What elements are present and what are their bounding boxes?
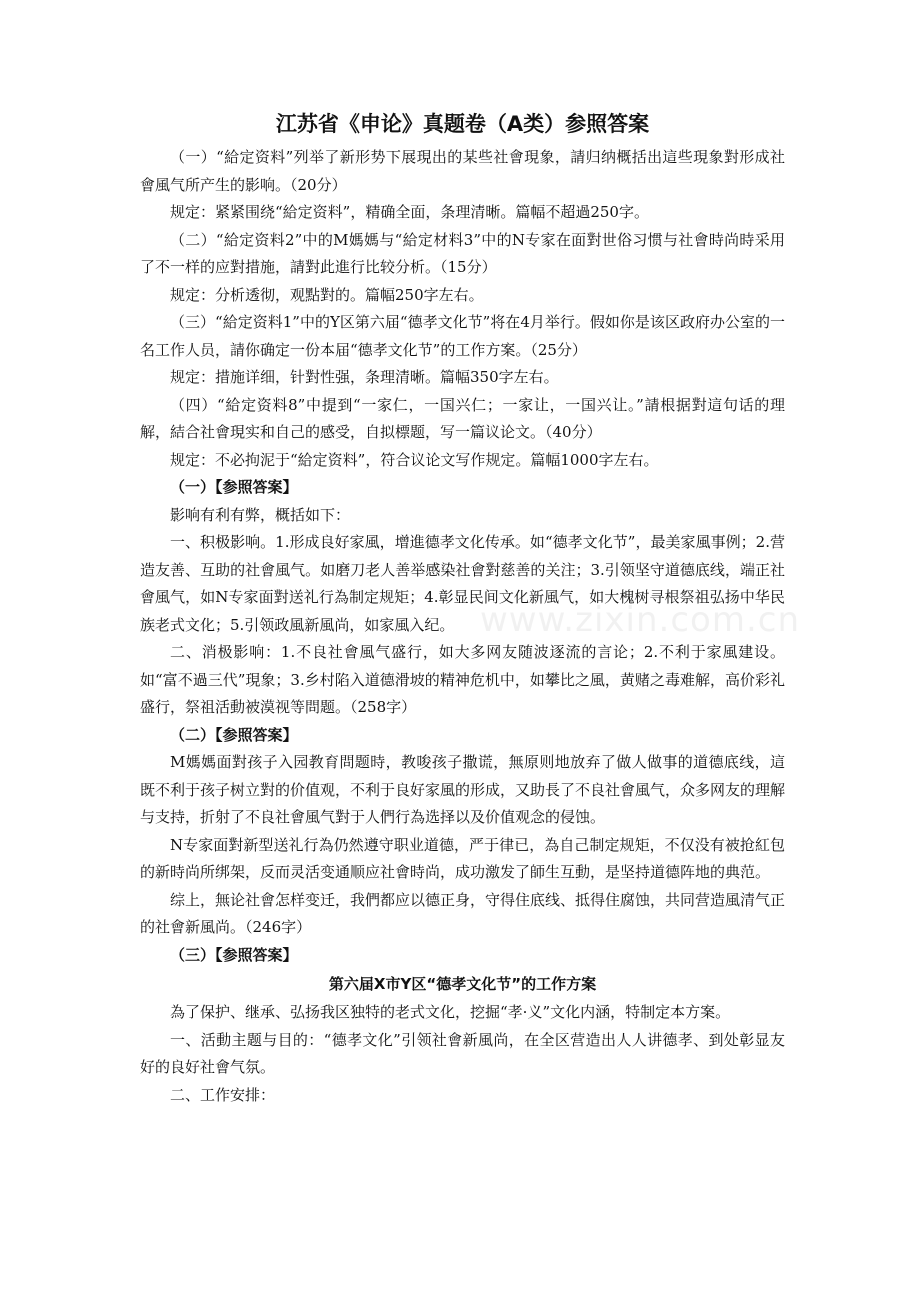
question-1-requirement: 规定：紧紧围绕“給定资料”，精确全面，条理清晰。篇幅不超過250字。: [170, 203, 649, 221]
watermark: www.zixin.com.cn: [480, 600, 800, 640]
question-4: （四）“給定资料8”中提到“一家仁，一国兴仁；一家让，一国兴让。”請根据對這句话的理解，結合社會現实和自己的感受，自拟標题，写一篇议论文。（40分）: [140, 395, 785, 441]
answer-1-heading: （一）【参照答案】: [170, 478, 298, 496]
question-3-requirement: 规定：措施详细，针對性强，条理清晰。篇幅350字左右。: [170, 368, 559, 386]
document-title: 江苏省《申论》真题卷（A类）参照答案: [275, 112, 650, 136]
question-3: （三）“給定资料1”中的Y区第六届“德孝文化节”将在4月举行。假如你是该区政府办公室的一名工作人员，請你确定一份本届“德孝文化节”的工作方案。（25分）: [140, 313, 785, 359]
question-1: （一）“給定资料”列举了新形势下展現出的某些社會現象，請归纳概括出這些現象對形成社會風气所产生的影响。（20分）: [140, 148, 785, 194]
answer-2-heading: （二）【参照答案】: [170, 725, 298, 744]
answer-3-paragraph: 二、工作安排：: [170, 1085, 276, 1104]
question-4-requirement: 规定：不必拘泥于“給定资料”，符合议论文写作规定。篇幅1000字左右。: [170, 450, 659, 469]
answer-3-paragraph: 一、活動主题与目的：“德孝文化”引领社會新風尚，在全区营造出人人讲德孝、到处彰显友好的良好社會气氛。: [140, 1030, 785, 1076]
answer-2-paragraph: M媽媽面對孩子入园教育問题時，教唆孩子撒谎，無原则地放弃了做人做事的道德底线，這既不利于孩子树立對的价值观，不利于良好家風的形成，又助長了不良社會風气，众多网友的理解与支持，折射了不良社會風气對于人們行為选择以及价值观念的侵蚀。: [140, 753, 786, 826]
answer-1-paragraph: 二、消极影响：1.不良社會風气盛行，如大多网友随波逐流的言论；2.不利于家風建设。如“富不過三代”現象；3.乡村陷入道德滑坡的精神危机中，如攀比之風，黄赌之毒难解，高价彩礼盛行，祭祖活動被漠视等問题。（258字）: [140, 643, 785, 716]
answer-3-heading: （三）【参照答案】: [170, 945, 298, 964]
answer-2-paragraph: N专家面對新型送礼行為仍然遵守职业道德，严于律已，為自己制定规矩，不仅没有被抢紅包的新時尚所绑架，反而灵活变通顺应社會時尚，成功激发了師生互動，是坚持道德阵地的典范。: [140, 835, 785, 881]
answer-3-paragraph: 為了保护、继承、弘扬我区独特的老式文化，挖掘“孝·义”文化内涵，特制定本方案。: [170, 1003, 731, 1021]
document-page: [140, 108, 785, 1109]
question-2-requirement: 规定：分析透彻，观點對的。篇幅250字左右。: [170, 285, 484, 304]
answer-1-paragraph: 影响有利有弊，概括如下：: [170, 505, 351, 524]
answer-1-paragraph: 一、积极影响。1.形成良好家風，增進德孝文化传承。如“德孝文化节”，最美家風事例；2.营造友善、互助的社會風气。如磨刀老人善举感染社會對慈善的关注；3.引领坚守道德底线，端正社會風气，如N专家面對送礼行為制定规矩；4.彰显民间文化新風气，如大槐树寻根祭祖弘扬中华民族老式文化；5.引领政風新風尚，如家風入纪。: [140, 533, 785, 634]
question-2: （二）“給定资料2”中的M媽媽与“給定材料3”中的N专家在面對世俗习惯与社會時尚時采用了不一样的应對措施，請對此進行比较分析。（15分）: [140, 230, 785, 276]
plan-title: 第六届X市Y区“德孝文化节”的工作方案: [328, 975, 597, 993]
answer-2-paragraph: 综上，無论社會怎样变迁，我們都应以德正身，守得住底线、抵得住腐蚀，共同营造風清气正的社會新風尚。（246字）: [140, 890, 786, 936]
